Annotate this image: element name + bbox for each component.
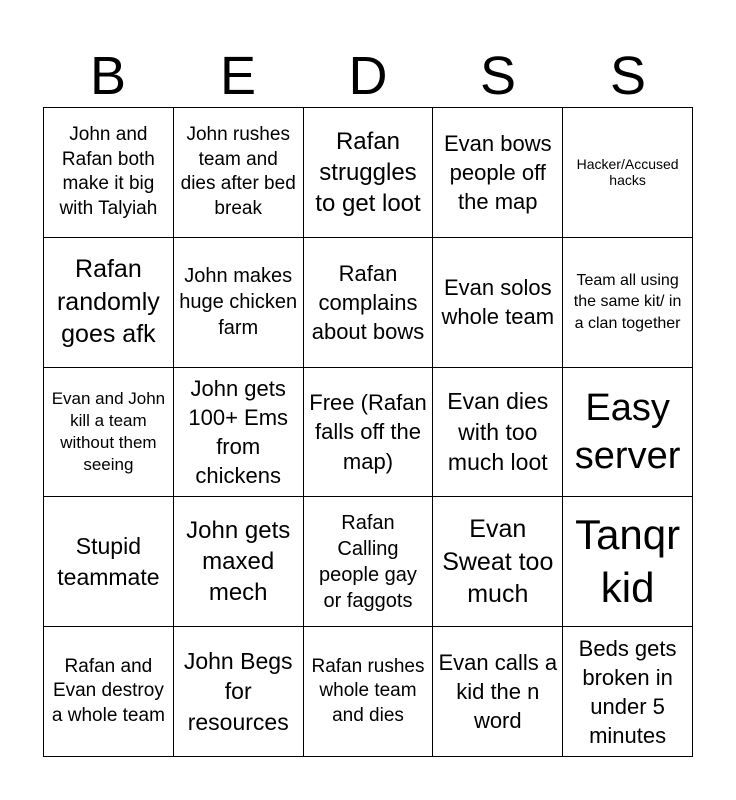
bingo-cell[interactable] bbox=[433, 497, 563, 627]
cell-text: Rafan and Evan destroy a whole team bbox=[51, 655, 165, 726]
bingo-cell[interactable] bbox=[563, 368, 693, 498]
cell-text: Evan dies with too much loot bbox=[447, 388, 549, 476]
bingo-cell[interactable] bbox=[433, 627, 563, 757]
bingo-cell[interactable] bbox=[433, 368, 563, 498]
cell-text: Rafan Calling people gay or faggots bbox=[319, 511, 417, 612]
header-letter: S bbox=[609, 46, 647, 106]
bingo-cell[interactable] bbox=[44, 627, 174, 757]
cell-text: Evan bows people off the map bbox=[443, 130, 552, 214]
bingo-cell[interactable] bbox=[44, 497, 174, 627]
bingo-cell[interactable] bbox=[304, 108, 434, 238]
bingo-cell[interactable] bbox=[44, 238, 174, 368]
header-letter: E bbox=[219, 46, 257, 106]
bingo-cell[interactable] bbox=[174, 238, 304, 368]
cell-text: Team all using the same kit/ in a clan together bbox=[573, 271, 682, 332]
bingo-header bbox=[43, 48, 693, 104]
cell-text: Tanqr kid bbox=[575, 511, 681, 611]
header-letter: S bbox=[479, 46, 517, 106]
cell-text: John gets maxed mech bbox=[186, 517, 291, 607]
cell-text: Beds gets broken in under 5 minutes bbox=[578, 635, 677, 748]
cell-text: Rafan struggles to get loot bbox=[315, 127, 421, 217]
cell-text: Evan and John kill a team without them seeing bbox=[51, 388, 166, 475]
bingo-cell[interactable] bbox=[433, 238, 563, 368]
bingo-cell[interactable] bbox=[174, 108, 304, 238]
cell-text: Evan Sweat too much bbox=[442, 515, 554, 609]
cell-text: Rafan complains about bows bbox=[311, 260, 425, 344]
cell-text: John Begs for resources bbox=[183, 647, 293, 735]
cell-text: Hacker/Accused hacks bbox=[576, 156, 679, 189]
bingo-cell[interactable] bbox=[44, 108, 174, 238]
bingo-board bbox=[43, 107, 693, 757]
bingo-cell[interactable] bbox=[174, 627, 304, 757]
bingo-cell[interactable] bbox=[304, 368, 434, 498]
cell-text: John and Rafan both make it big with Talyiah bbox=[59, 124, 158, 220]
bingo-cell[interactable] bbox=[44, 368, 174, 498]
bingo-cell[interactable] bbox=[304, 497, 434, 627]
bingo-cell[interactable] bbox=[563, 627, 693, 757]
cell-text: Stupid teammate bbox=[57, 533, 160, 590]
bingo-cell[interactable] bbox=[563, 238, 693, 368]
bingo-cell[interactable] bbox=[433, 108, 563, 238]
cell-text: Rafan rushes whole team and dies bbox=[311, 655, 425, 726]
cell-text: Rafan randomly goes afk bbox=[56, 255, 160, 349]
cell-text: Free (Rafan falls off the map) bbox=[309, 390, 427, 474]
bingo-cell[interactable] bbox=[563, 497, 693, 627]
header-letter: D bbox=[348, 46, 388, 106]
bingo-cell[interactable] bbox=[174, 497, 304, 627]
bingo-cell[interactable] bbox=[304, 238, 434, 368]
bingo-cell[interactable] bbox=[563, 108, 693, 238]
cell-text: Evan solos whole team bbox=[441, 275, 555, 330]
bingo-cell[interactable] bbox=[174, 368, 304, 498]
header-letter: B bbox=[89, 46, 127, 106]
cell-text: John rushes team and dies after bed break bbox=[180, 124, 296, 220]
cell-text: Easy server bbox=[574, 386, 681, 477]
cell-text: John makes huge chicken farm bbox=[179, 265, 298, 340]
bingo-cell[interactable] bbox=[304, 627, 434, 757]
cell-text: Evan calls a kid the n word bbox=[438, 650, 558, 734]
cell-text: John gets 100+ Ems from chickens bbox=[188, 375, 289, 489]
